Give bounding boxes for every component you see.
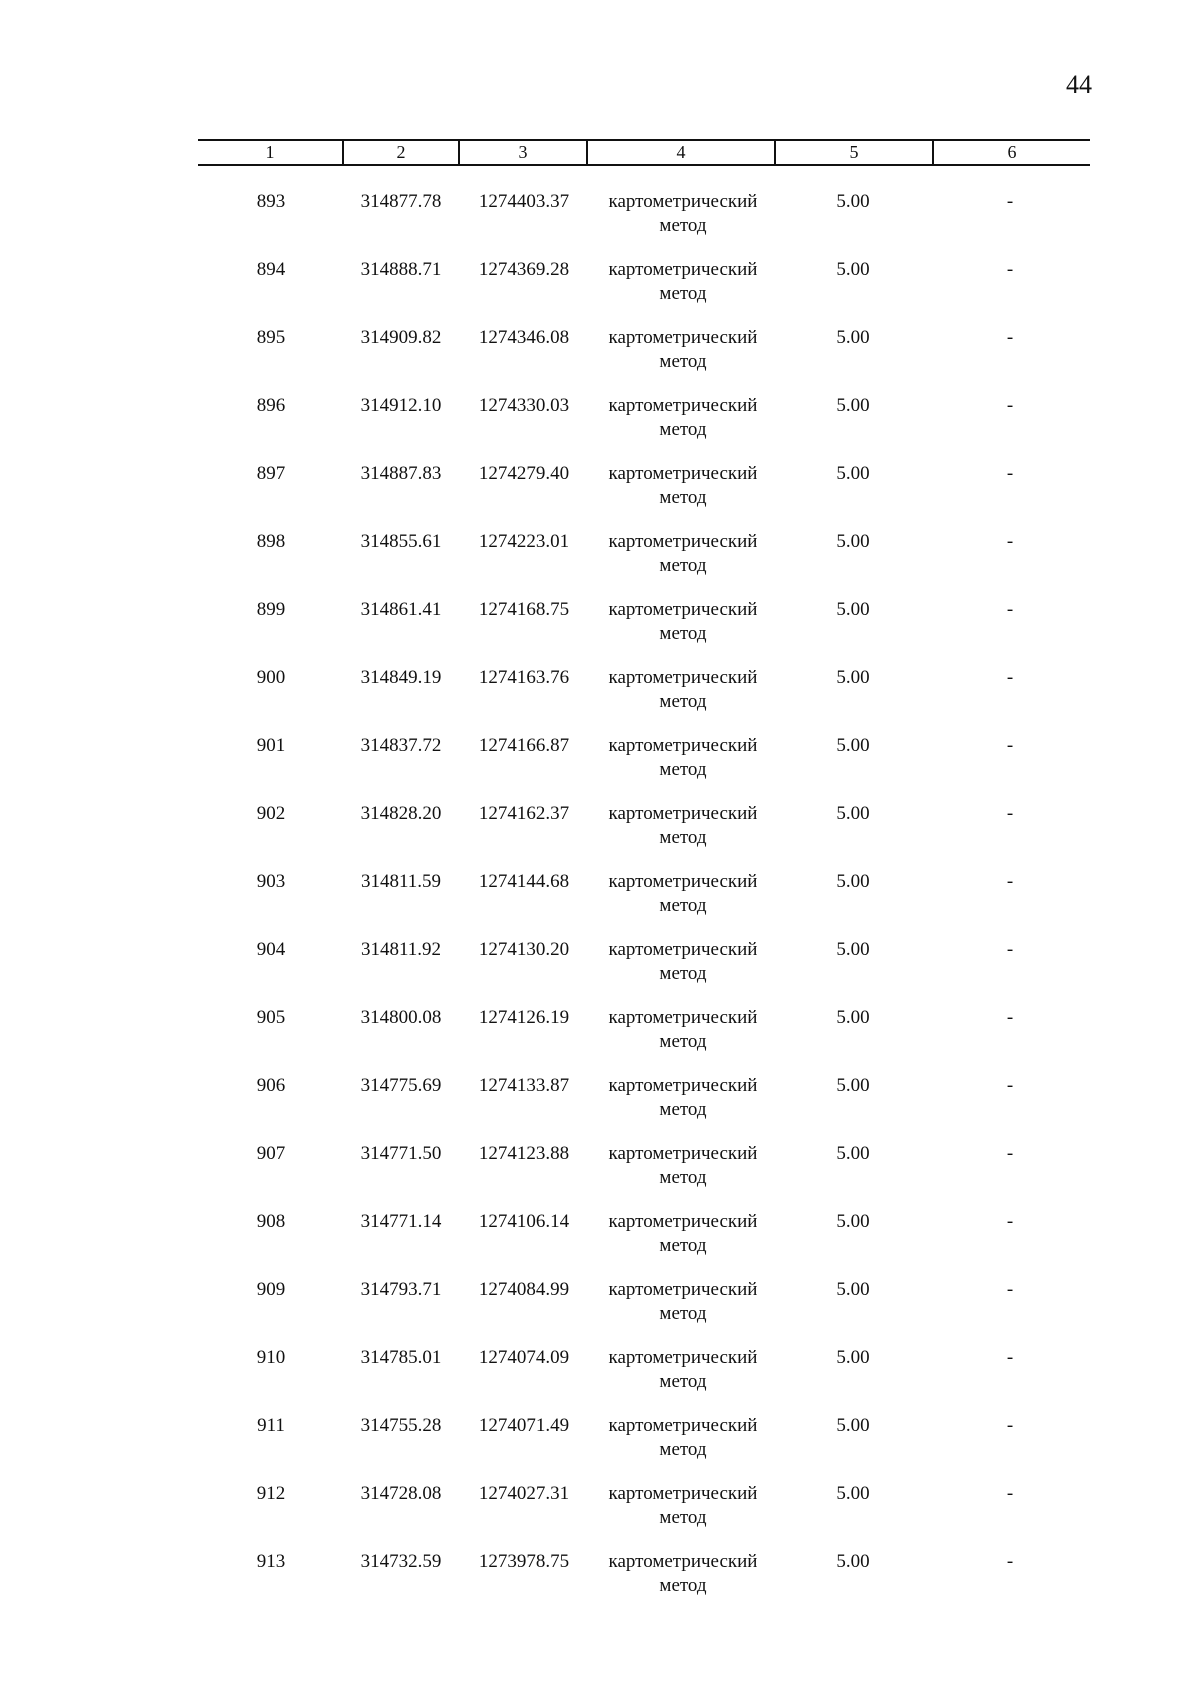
point-number: 908: [256, 1211, 286, 1232]
coordinate-y: 1274074.09: [478, 1347, 570, 1368]
coordinate-x: 314861.41: [360, 599, 442, 620]
coordinate-y: 1274168.75: [478, 599, 570, 620]
coordinate-y: 1274027.31: [478, 1483, 570, 1504]
accuracy-value: 5.00: [836, 191, 870, 212]
note-value: -: [1006, 1143, 1014, 1164]
table-row: [0, 870, 1200, 938]
method-line-1: картометрический: [608, 1211, 758, 1232]
point-number: 901: [256, 735, 286, 756]
point-number: 899: [256, 599, 286, 620]
point-number: 900: [256, 667, 286, 688]
coordinate-x: 314811.92: [360, 939, 442, 960]
method-line-1: картометрический: [608, 395, 758, 416]
table-row: [0, 1006, 1200, 1074]
method-line-2: метод: [659, 827, 707, 848]
coordinate-y: 1274279.40: [478, 463, 570, 484]
method-line-2: метод: [659, 1439, 707, 1460]
table-row: [0, 1210, 1200, 1278]
point-number: 893: [256, 191, 286, 212]
method-line-2: метод: [659, 1575, 707, 1596]
method-cell: [588, 326, 778, 374]
note-value: -: [1006, 395, 1014, 416]
method-cell: [588, 802, 778, 850]
note-value: -: [1006, 531, 1014, 552]
header-cell-4: 4: [676, 142, 686, 162]
method-line-2: метод: [659, 1031, 707, 1052]
coordinate-x: 314887.83: [360, 463, 442, 484]
method-cell: [588, 1278, 778, 1326]
method-line-2: метод: [659, 283, 707, 304]
header-cell-1: 1: [265, 142, 275, 162]
method-line-1: картометрический: [608, 463, 758, 484]
note-value: -: [1006, 735, 1014, 756]
coordinate-y: 1274403.37: [478, 191, 570, 212]
note-value: -: [1006, 1279, 1014, 1300]
coordinate-y: 1274346.08: [478, 327, 570, 348]
point-number: 897: [256, 463, 286, 484]
method-line-2: метод: [659, 487, 707, 508]
header-cell-6: 6: [1007, 142, 1017, 162]
note-value: -: [1006, 1075, 1014, 1096]
coordinate-y: 1274162.37: [478, 803, 570, 824]
point-number: 910: [256, 1347, 286, 1368]
note-value: -: [1006, 1007, 1014, 1028]
coordinate-x: 314811.59: [360, 871, 442, 892]
coordinate-y: 1274071.49: [478, 1415, 570, 1436]
coordinate-y: 1274369.28: [478, 259, 570, 280]
method-cell: [588, 394, 778, 442]
method-line-1: картометрический: [608, 599, 758, 620]
coordinate-x: 314728.08: [360, 1483, 442, 1504]
method-cell: [588, 598, 778, 646]
method-line-2: метод: [659, 691, 707, 712]
accuracy-value: 5.00: [836, 1483, 870, 1504]
method-cell: [588, 666, 778, 714]
table-row: [0, 1414, 1200, 1482]
note-value: -: [1006, 871, 1014, 892]
coordinate-y: 1274084.99: [478, 1279, 570, 1300]
point-number: 913: [256, 1551, 286, 1572]
method-line-2: метод: [659, 351, 707, 372]
method-line-1: картометрический: [608, 191, 758, 212]
method-line-2: метод: [659, 1303, 707, 1324]
note-value: -: [1006, 463, 1014, 484]
coordinate-x: 314909.82: [360, 327, 442, 348]
method-line-1: картометрический: [608, 259, 758, 280]
header-cell-2: 2: [396, 142, 406, 162]
point-number: 904: [256, 939, 286, 960]
coordinate-y: 1274106.14: [478, 1211, 570, 1232]
coordinate-y: 1274126.19: [478, 1007, 570, 1028]
method-line-2: метод: [659, 555, 707, 576]
method-line-2: метод: [659, 1235, 707, 1256]
table-row: [0, 394, 1200, 462]
method-line-1: картометрический: [608, 327, 758, 348]
coordinate-y: 1274163.76: [478, 667, 570, 688]
coordinate-x: 314793.71: [360, 1279, 442, 1300]
coordinate-y: 1274223.01: [478, 531, 570, 552]
note-value: -: [1006, 1415, 1014, 1436]
method-cell: [588, 1550, 778, 1598]
accuracy-value: 5.00: [836, 259, 870, 280]
coordinate-x: 314775.69: [360, 1075, 442, 1096]
method-line-1: картометрический: [608, 1007, 758, 1028]
table-row: [0, 190, 1200, 258]
page-number: 44: [1066, 70, 1092, 99]
coordinate-y: 1274330.03: [478, 395, 570, 416]
table-row: [0, 1278, 1200, 1346]
point-number: 902: [256, 803, 286, 824]
method-cell: [588, 1482, 778, 1530]
method-line-1: картометрический: [608, 1347, 758, 1368]
method-line-1: картометрический: [608, 1075, 758, 1096]
coordinate-x: 314837.72: [360, 735, 442, 756]
point-number: 896: [256, 395, 286, 416]
accuracy-value: 5.00: [836, 667, 870, 688]
method-cell: [588, 734, 778, 782]
method-cell: [588, 1074, 778, 1122]
table-row: [0, 802, 1200, 870]
point-number: 895: [256, 327, 286, 348]
table-row: [0, 530, 1200, 598]
accuracy-value: 5.00: [836, 1551, 870, 1572]
method-line-2: метод: [659, 1507, 707, 1528]
table-row: [0, 326, 1200, 394]
coordinate-x: 314877.78: [360, 191, 442, 212]
note-value: -: [1006, 1211, 1014, 1232]
method-line-2: метод: [659, 419, 707, 440]
table-row: [0, 1550, 1200, 1618]
coordinate-x: 314755.28: [360, 1415, 442, 1436]
coordinate-x: 314800.08: [360, 1007, 442, 1028]
method-line-1: картометрический: [608, 1483, 758, 1504]
table-row: [0, 938, 1200, 1006]
method-cell: [588, 1346, 778, 1394]
method-line-2: метод: [659, 963, 707, 984]
accuracy-value: 5.00: [836, 1143, 870, 1164]
coordinate-x: 314771.14: [360, 1211, 442, 1232]
method-line-2: метод: [659, 895, 707, 916]
accuracy-value: 5.00: [836, 327, 870, 348]
coordinate-x: 314828.20: [360, 803, 442, 824]
coordinate-y: 1273978.75: [478, 1551, 570, 1572]
method-cell: [588, 190, 778, 238]
accuracy-value: 5.00: [836, 1007, 870, 1028]
method-line-2: метод: [659, 1099, 707, 1120]
table-row: [0, 1142, 1200, 1210]
method-line-1: картометрический: [608, 1279, 758, 1300]
coordinate-y: 1274166.87: [478, 735, 570, 756]
accuracy-value: 5.00: [836, 1415, 870, 1436]
note-value: -: [1006, 667, 1014, 688]
method-cell: [588, 938, 778, 986]
coordinate-x: 314732.59: [360, 1551, 442, 1572]
method-line-2: метод: [659, 215, 707, 236]
point-number: 898: [256, 531, 286, 552]
method-line-1: картометрический: [608, 667, 758, 688]
header-cell-3: 3: [518, 142, 528, 162]
method-line-1: картометрический: [608, 803, 758, 824]
note-value: -: [1006, 259, 1014, 280]
point-number: 894: [256, 259, 286, 280]
method-cell: [588, 530, 778, 578]
accuracy-value: 5.00: [836, 599, 870, 620]
method-cell: [588, 1414, 778, 1462]
method-cell: [588, 462, 778, 510]
coordinate-x: 314849.19: [360, 667, 442, 688]
table-row: [0, 1346, 1200, 1414]
method-line-2: метод: [659, 759, 707, 780]
table-row: [0, 1074, 1200, 1142]
point-number: 903: [256, 871, 286, 892]
point-number: 905: [256, 1007, 286, 1028]
method-line-1: картометрический: [608, 1143, 758, 1164]
accuracy-value: 5.00: [836, 1347, 870, 1368]
accuracy-value: 5.00: [836, 1211, 870, 1232]
table-row: [0, 462, 1200, 530]
note-value: -: [1006, 327, 1014, 348]
accuracy-value: 5.00: [836, 803, 870, 824]
method-cell: [588, 1006, 778, 1054]
coordinate-x: 314912.10: [360, 395, 442, 416]
header-cell-5: 5: [849, 142, 859, 162]
method-line-2: метод: [659, 1371, 707, 1392]
note-value: -: [1006, 939, 1014, 960]
accuracy-value: 5.00: [836, 395, 870, 416]
method-line-1: картометрический: [608, 531, 758, 552]
accuracy-value: 5.00: [836, 1075, 870, 1096]
table-row: [0, 734, 1200, 802]
table-row: [0, 666, 1200, 734]
point-number: 909: [256, 1279, 286, 1300]
accuracy-value: 5.00: [836, 871, 870, 892]
method-line-2: метод: [659, 623, 707, 644]
note-value: -: [1006, 599, 1014, 620]
accuracy-value: 5.00: [836, 1279, 870, 1300]
accuracy-value: 5.00: [836, 463, 870, 484]
method-cell: [588, 1210, 778, 1258]
method-line-1: картометрический: [608, 871, 758, 892]
point-number: 911: [257, 1415, 285, 1436]
method-cell: [588, 258, 778, 306]
method-line-1: картометрический: [608, 1551, 758, 1572]
note-value: -: [1006, 803, 1014, 824]
coordinate-x: 314785.01: [360, 1347, 442, 1368]
note-value: -: [1006, 191, 1014, 212]
table-header: [198, 139, 1090, 166]
coordinate-x: 314888.71: [360, 259, 442, 280]
method-line-1: картометрический: [608, 939, 758, 960]
method-cell: [588, 870, 778, 918]
coordinate-y: 1274123.88: [478, 1143, 570, 1164]
point-number: 906: [256, 1075, 286, 1096]
method-line-1: картометрический: [608, 1415, 758, 1436]
accuracy-value: 5.00: [836, 939, 870, 960]
table-row: [0, 1482, 1200, 1550]
note-value: -: [1006, 1551, 1014, 1572]
coordinate-y: 1274133.87: [478, 1075, 570, 1096]
coordinate-x: 314771.50: [360, 1143, 442, 1164]
method-line-2: метод: [659, 1167, 707, 1188]
coordinate-y: 1274130.20: [478, 939, 570, 960]
coordinate-y: 1274144.68: [478, 871, 570, 892]
table-row: [0, 258, 1200, 326]
coordinate-x: 314855.61: [360, 531, 442, 552]
point-number: 912: [256, 1483, 286, 1504]
method-line-1: картометрический: [608, 735, 758, 756]
accuracy-value: 5.00: [836, 531, 870, 552]
table-row: [0, 598, 1200, 666]
point-number: 907: [256, 1143, 286, 1164]
accuracy-value: 5.00: [836, 735, 870, 756]
method-cell: [588, 1142, 778, 1190]
note-value: -: [1006, 1483, 1014, 1504]
note-value: -: [1006, 1347, 1014, 1368]
